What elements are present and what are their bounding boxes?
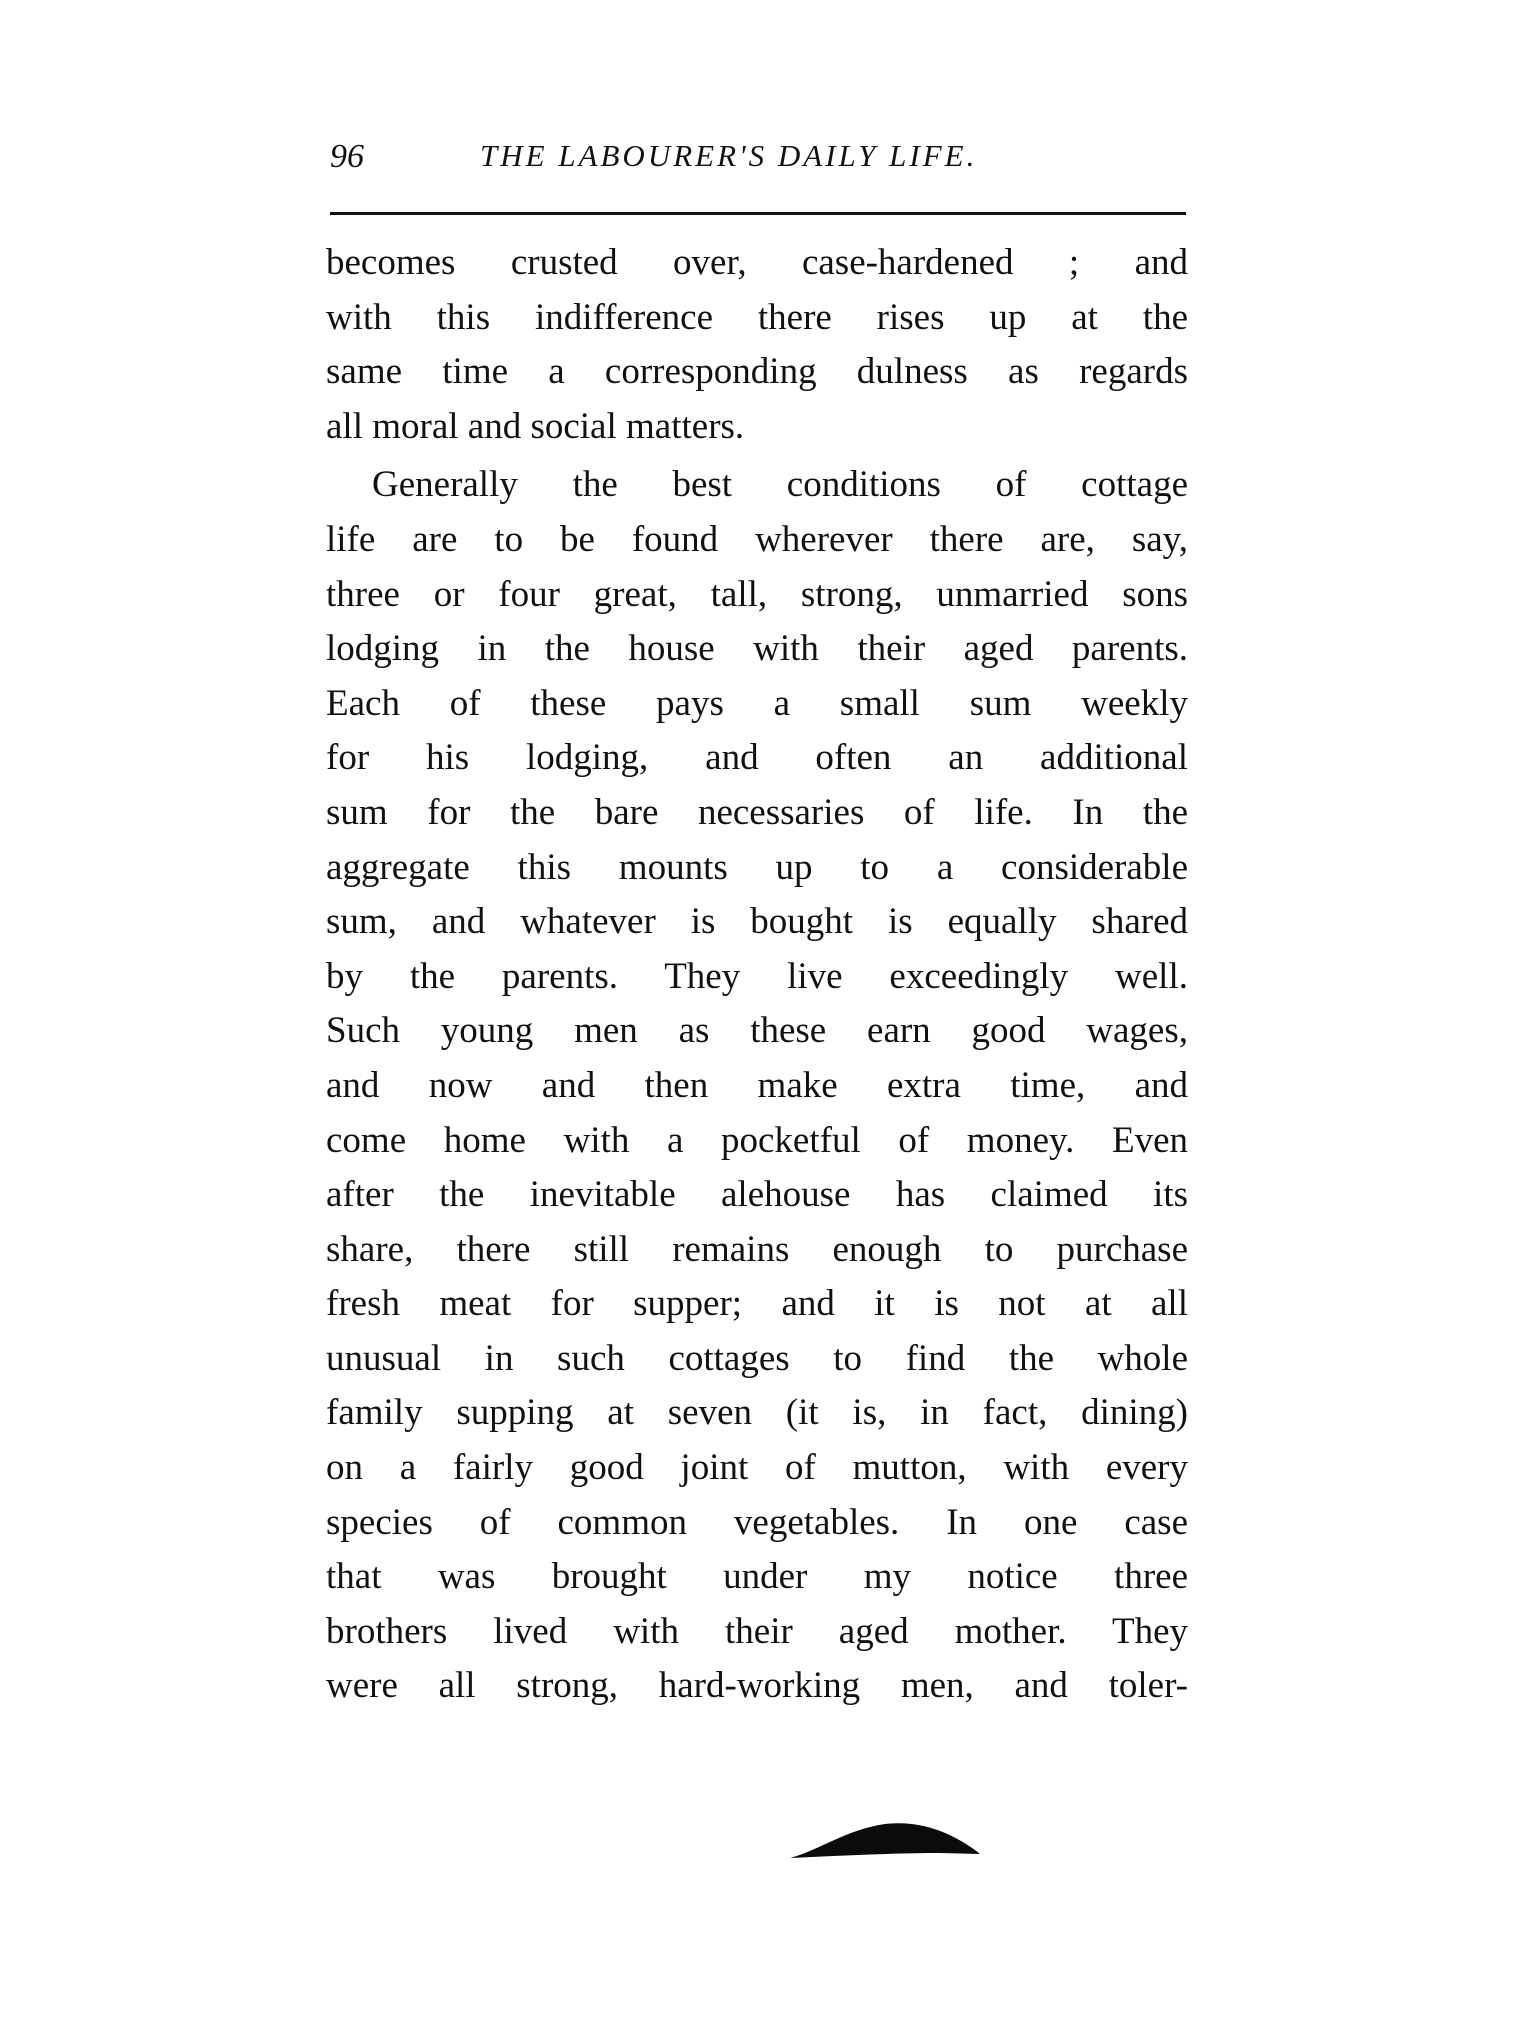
text-line: were all strong, hard-working men, and toler- xyxy=(326,1665,1188,1707)
text-line: Each of these pays a small sum weekly xyxy=(326,682,1188,724)
text-line: sum, and whatever is bought is equally shared xyxy=(326,901,1188,943)
text-line: three or four great, tall, strong, unmarried sons xyxy=(326,573,1188,615)
text-line: same time a corresponding dulness as regards xyxy=(326,351,1188,393)
text-line: Such young men as these earn good wages, xyxy=(326,1010,1188,1052)
text-line: lodging in the house with their aged parents. xyxy=(326,628,1188,670)
running-title: THE LABOURER'S DAILY LIFE. xyxy=(480,138,978,173)
text-line: by the parents. They live exceedingly well. xyxy=(326,955,1188,997)
text-line: come home with a pocketful of money. Even xyxy=(326,1119,1188,1161)
text-line: sum for the bare necessaries of life. In the xyxy=(326,791,1188,833)
text-line: species of common vegetables. In one case xyxy=(326,1501,1188,1543)
paragraph-2 xyxy=(326,458,1188,1714)
text-line: share, there still remains enough to purchase xyxy=(326,1228,1188,1270)
text-line: life are to be found wherever there are, say, xyxy=(326,518,1188,560)
page-number: 96 xyxy=(330,138,364,175)
text-line: after the inevitable alehouse has claimed its xyxy=(326,1174,1188,1216)
text-line: that was brought under my notice three xyxy=(326,1556,1188,1598)
running-head xyxy=(330,138,1186,188)
text-line: fresh meat for supper; and it is not at all xyxy=(326,1283,1188,1325)
text-line: for his lodging, and often an additional xyxy=(326,737,1188,779)
text-line: brothers lived with their aged mother. They xyxy=(326,1610,1188,1652)
text-line: aggregate this mounts up to a considerable xyxy=(326,846,1188,888)
text-line: family supping at seven (it is, in fact, dining) xyxy=(326,1392,1188,1434)
text-line: unusual in such cottages to find the whole xyxy=(326,1337,1188,1379)
text-line: Generally the best conditions of cottage xyxy=(372,464,1188,506)
text-line: with this indifference there rises up at the xyxy=(326,296,1188,338)
text-line: all moral and social matters. xyxy=(326,405,745,447)
text-line: becomes crusted over, case-hardened ; and xyxy=(326,242,1188,283)
ink-blot-shape xyxy=(790,1823,980,1858)
body-text xyxy=(326,236,1188,1714)
header-rule xyxy=(330,212,1186,215)
paragraph-1 xyxy=(326,236,1188,454)
ink-blot-ornament xyxy=(790,1820,980,1860)
text-line: and now and then make extra time, and xyxy=(326,1064,1188,1106)
text-line: on a fairly good joint of mutton, with every xyxy=(326,1447,1188,1489)
